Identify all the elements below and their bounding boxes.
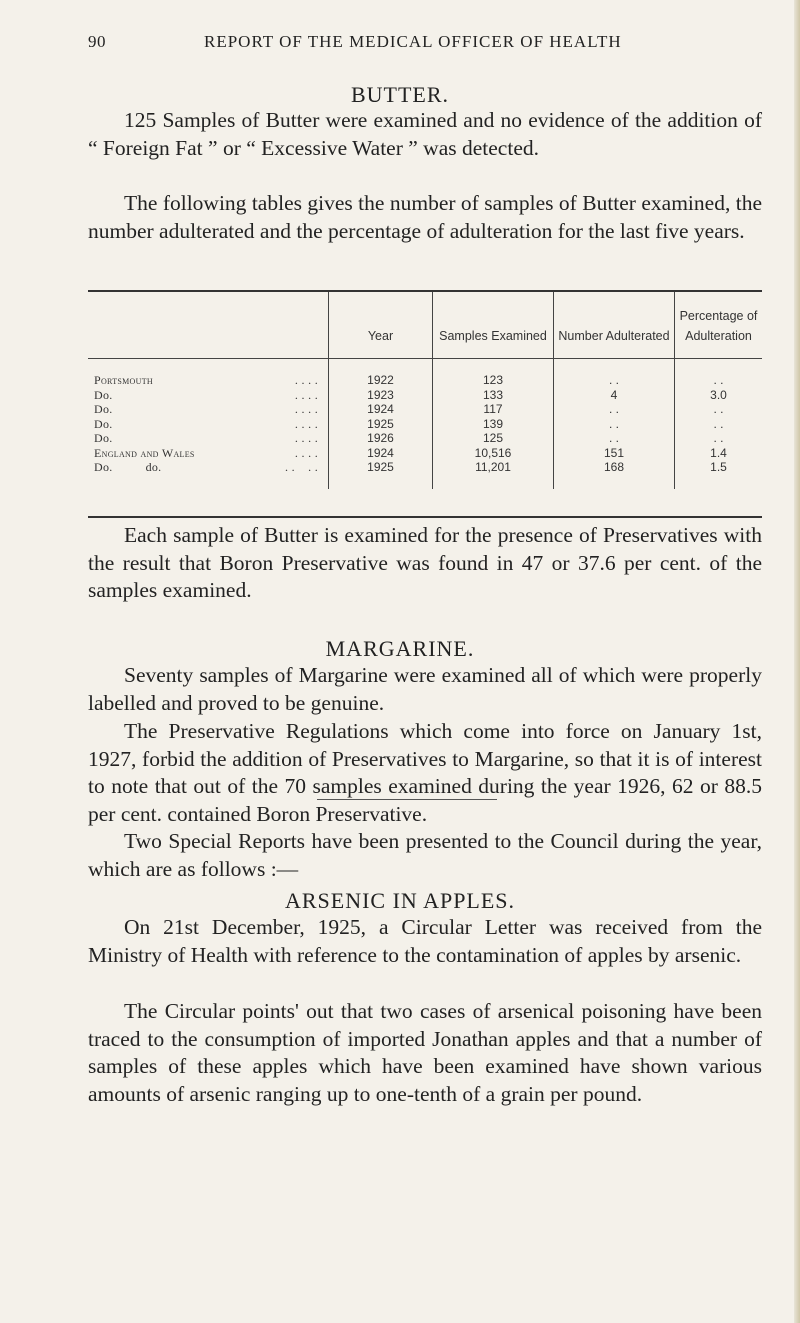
special-reports-paragraph: Two Special Reports have been presented to the Council during the year, which are as follows :— xyxy=(88,829,762,881)
cell-year: 1924 xyxy=(329,446,433,461)
header-year: Year xyxy=(329,292,433,359)
arsenic-heading: ARSENIC IN APPLES. xyxy=(284,888,516,913)
cell-place: Do. . . . . xyxy=(88,402,329,417)
cell-year: 1924 xyxy=(329,402,433,417)
section-divider xyxy=(317,799,497,800)
butter-paragraph-1: 125 Samples of Butter were examined and no evidence of the addition of “ Foreign Fat ” or “ Excessive Water ” was detected. xyxy=(88,108,762,160)
cell-percentage: . . xyxy=(675,417,763,432)
leader-dots: . . . . xyxy=(294,445,318,460)
butter-heading: BUTTER. xyxy=(350,82,450,107)
cell-percentage: 1.4 xyxy=(675,446,763,461)
header-percentage-adulteration: Percentage of Adulteration xyxy=(675,292,763,359)
cell-samples: 11,201 xyxy=(433,460,554,489)
cell-samples: 10,516 xyxy=(433,446,554,461)
leader-dots: . . . . xyxy=(285,460,318,474)
page-number: 90 xyxy=(88,32,106,51)
arsenic-paragraph-1: On 21st December, 1925, a Circular Letter was received from the Ministry of Health with reference to the contamination of apples by arsenic. xyxy=(88,915,762,967)
cell-year: 1925 xyxy=(329,460,433,489)
margarine-paragraph-2: The Preservative Regulations which come into force on January 1st, 1927, forbid the addition of Preservatives to Margarine, so that it is of interest to note that out of the 70 samples examined during the year 1926, 62 or 88.5 per cent. contained Boron Preservative. xyxy=(88,719,762,826)
cell-samples: 125 xyxy=(433,431,554,446)
leader-dots: . . . . xyxy=(294,402,318,416)
cell-year: 1925 xyxy=(329,417,433,432)
butter-adulteration-table xyxy=(88,292,762,489)
cell-place: Do. . . . . xyxy=(88,388,329,403)
arsenic-paragraph-2: The Circular points' out that two cases of arsenical poisoning have been traced to the consumption of imported Jonathan apples and that a number of samples of these apples which have been examined have shown various amounts of arsenic ranging up to one-tenth of a grain per pound. xyxy=(88,999,762,1106)
cell-place: Do. . . . . xyxy=(88,431,329,446)
cell-percentage: . . xyxy=(675,431,763,446)
cell-samples: 123 xyxy=(433,359,554,388)
cell-year: 1922 xyxy=(329,359,433,388)
cell-year: 1926 xyxy=(329,431,433,446)
cell-percentage: 1.5 xyxy=(675,460,763,489)
cell-adulterated: . . xyxy=(554,417,675,432)
table-header-row xyxy=(88,292,762,359)
cell-place: Portsmouth . . . . xyxy=(88,359,329,388)
leader-dots: . . . . xyxy=(294,387,318,402)
cell-place: England and Wales . . . . xyxy=(88,446,329,461)
page-edge-shadow xyxy=(794,0,800,1323)
margarine-paragraph-1: Seventy samples of Margarine were examined all of which were properly labelled and proved to be genuine. xyxy=(88,663,762,715)
cell-samples: 117 xyxy=(433,402,554,417)
cell-adulterated: 4 xyxy=(554,388,675,403)
cell-percentage: . . xyxy=(675,359,763,388)
header-number-adulterated: Number Adulterated xyxy=(554,292,675,359)
cell-percentage: 3.0 xyxy=(675,388,763,403)
header-place xyxy=(88,292,329,359)
cell-percentage: . . xyxy=(675,402,763,417)
leader-dots: . . . . xyxy=(294,373,318,387)
table-row xyxy=(88,359,762,388)
butter-paragraph-3: Each sample of Butter is examined for the presence of Preservatives with the result that Boron Preservative was found in 47 or 37.6 per cent. of the samples examined. xyxy=(88,523,762,602)
table-row xyxy=(88,431,762,446)
table-row xyxy=(88,417,762,432)
running-title: REPORT OF THE MEDICAL OFFICER OF HEALTH xyxy=(204,32,622,51)
leader-dots: . . . . xyxy=(294,416,318,431)
cell-place: Do. . . . . xyxy=(88,417,329,432)
cell-place: Do. do. . . . . xyxy=(88,460,329,489)
table-row xyxy=(88,402,762,417)
cell-samples: 139 xyxy=(433,417,554,432)
cell-year: 1923 xyxy=(329,388,433,403)
table-row xyxy=(88,388,762,403)
leader-dots: . . . . xyxy=(294,431,318,445)
table-row xyxy=(88,446,762,461)
header-samples-examined: Samples Examined xyxy=(433,292,554,359)
table-bottom-rule xyxy=(88,516,762,518)
cell-adulterated: . . xyxy=(554,431,675,446)
table-row xyxy=(88,460,762,489)
cell-adulterated: . . xyxy=(554,402,675,417)
cell-adulterated: . . xyxy=(554,359,675,388)
margarine-heading: MARGARINE. xyxy=(325,636,475,661)
cell-samples: 133 xyxy=(433,388,554,403)
cell-adulterated: 151 xyxy=(554,446,675,461)
butter-paragraph-2: The following tables gives the number of samples of Butter examined, the number adulterated and the percentage of adulteration for the last five years. xyxy=(88,191,762,243)
cell-adulterated: 168 xyxy=(554,460,675,489)
